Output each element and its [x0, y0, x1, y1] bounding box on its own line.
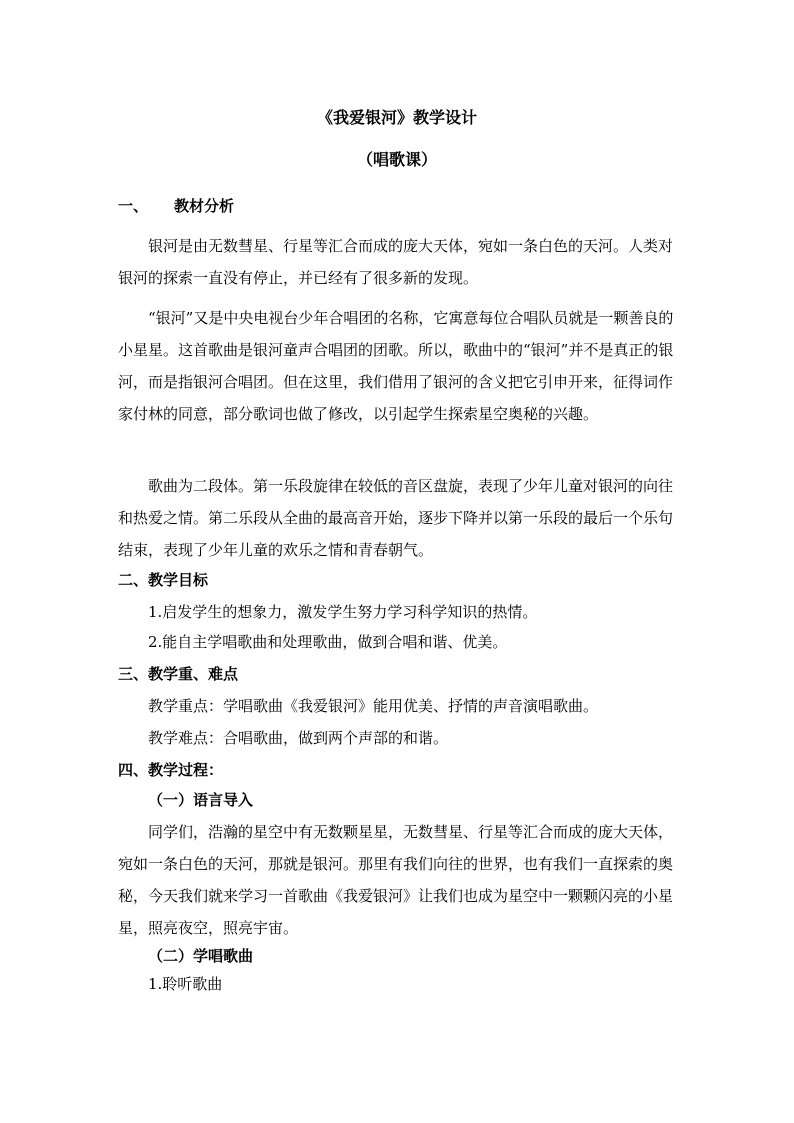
section-4-paragraph-1: 同学们，浩瀚的星空中有无数颗星星，无数彗星、行星等汇合而成的庞大天体，宛如一条白色的天河，那就是银河。那里有我们向往的世界，也有我们一直探索的奥秘，今天我们就来学习一首歌曲《我爱银河》让我们也成为星空中一颗颗闪亮的小星星，照亮夜空，照亮宇宙。 [118, 823, 674, 937]
section-2-heading: 二、教学目标 [118, 571, 209, 589]
document-title: 《我爱银河》教学设计 [316, 108, 477, 127]
section-2-item-1: 1.启发学生的想象力，激发学生努力学习科学知识的热情。 [148, 603, 538, 621]
document-subtitle: （唱歌课） [356, 150, 437, 169]
section-2-item-2: 2.能自主学唱歌曲和处理歌曲，做到合唱和谐、优美。 [148, 633, 508, 651]
section-1-paragraph-3: 歌曲为二段体。第一乐段旋律在较低的音区盘旋，表现了少年儿童对银河的向往和热爱之情。第二乐段从全曲的最高音开始，逐步下降并以第一乐段的最后一个乐句结束，表现了少年儿童的欢乐之情和青春朝气。 [118, 477, 674, 559]
section-1-number: 一、 [118, 197, 149, 215]
section-3-heading: 三、教学重、难点 [118, 665, 239, 683]
subsection-1-heading: （一）语言导入 [148, 791, 254, 809]
section-1-title: 教材分析 [174, 197, 235, 215]
section-1-paragraph-2: “银河”又是中央电视台少年合唱团的名称，它寓意每位合唱队员就是一颗善良的小星星。这首歌曲是银河童声合唱团的团歌。所以，歌曲中的“银河”并不是真正的银河，而是指银河合唱团。但在这里，我们借用了银河的含义把它引申开来，征得词作家付林的同意，部分歌词也做了修改，以引起学生探索星空奥秘的兴趣。 [118, 309, 674, 423]
key-point: 教学重点：学唱歌曲《我爱银河》能用优美、抒情的声音演唱歌曲。 [148, 697, 599, 715]
section-1-heading [118, 196, 234, 216]
section-4-heading: 四、教学过程： [118, 761, 224, 779]
difficult-point: 教学难点：合唱歌曲，做到两个声部的和谐。 [148, 729, 449, 747]
section-4-item-1: 1.聆听歌曲 [148, 975, 223, 993]
subsection-2-heading: （二）学唱歌曲 [148, 947, 254, 965]
section-1-paragraph-1: 银河是由无数彗星、行星等汇合而成的庞大天体，宛如一条白色的天河。人类对银河的探索一直没有停止，并已经有了很多新的发现。 [118, 237, 674, 287]
